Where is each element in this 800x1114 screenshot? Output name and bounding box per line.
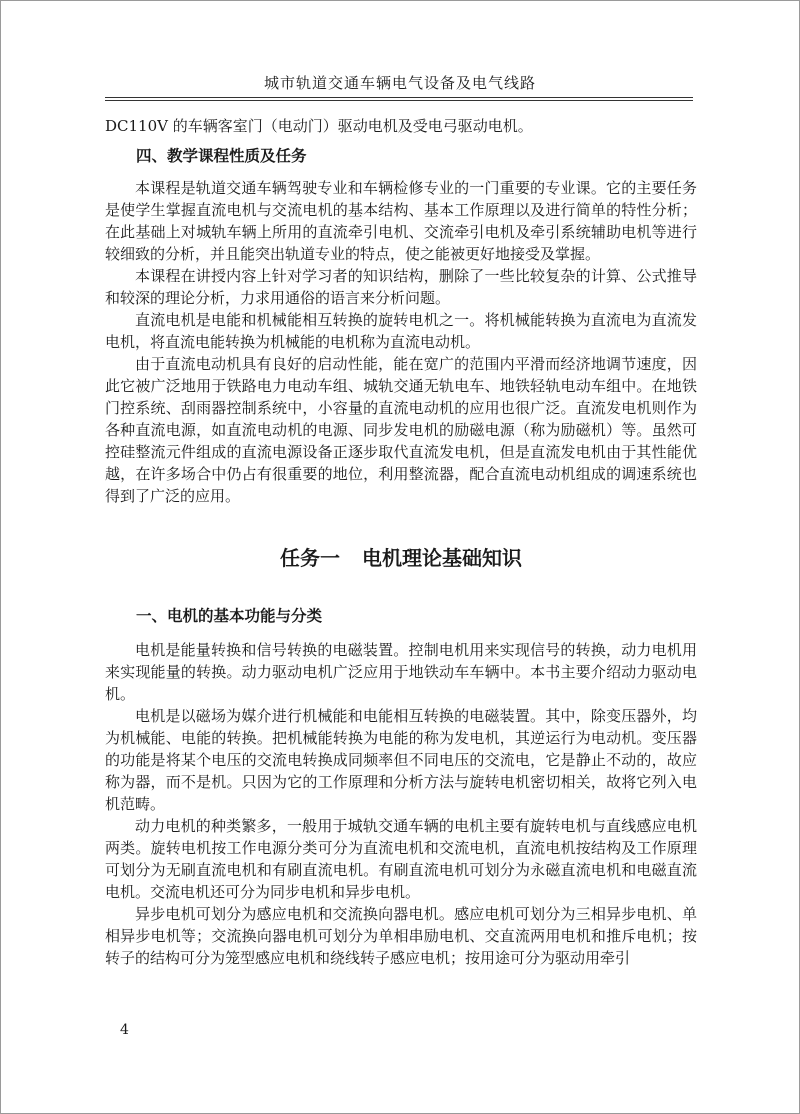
page-content xyxy=(105,115,697,969)
page-number: 4 xyxy=(120,1022,129,1038)
section-4-paragraph-4: 由于直流电动机具有良好的启动性能，能在宽广的范围内平滑而经济地调节速度，因此它被广泛地用于铁路电力电动车组、城轨交通无轨电车、地铁轻轨电动车组中。在地铁门控系统、刮雨器控制系统中，小容量的直流电动机的应用也很广泛。直流发电机则作为各种直流电源，如直流电动机的电源、同步发电机的励磁电源（称为励磁机）等。虽然可控硅整流元件组成的直流电源设备正逐步取代直流发电机，但是直流发电机由于其性能优越，在许多场合中仍占有很重要的地位，利用整流器，配合直流电动机组成的调速系统也得到了广泛的应用。 xyxy=(105,355,697,505)
header-rule xyxy=(105,97,693,98)
running-head: 城市轨道交通车辆电气设备及电气线路 xyxy=(263,74,536,92)
section-1-paragraph-3: 动力电机的种类繁多，一般用于城轨交通车辆的电机主要有旋转电机与直线感应电机两类。旋转电机按工作电源分类可分为直流电机和交流电机，直流电机按结构及工作原理可划分为无刷直流电机和有刷直流电机。有刷直流电机可划分为永磁直流电机和电磁直流电机。交流电机还可分为同步电机和异步电机。 xyxy=(105,817,697,901)
section-4-paragraph-2: 本课程在讲授内容上针对学习者的知识结构，删除了一些比较复杂的计算、公式推导和较深的理论分析，力求用通俗的语言来分析问题。 xyxy=(105,267,697,307)
section-4-paragraph-1: 本课程是轨道交通车辆驾驶专业和车辆检修专业的一门重要的专业课。它的主要任务是使学生掌握直流电机与交流电机的基本结构、基本工作原理以及进行简单的特性分析；在此基础上对城轨车辆上所用的直流牵引电机、交流牵引电机及牵引系统辅助电机等进行较细致的分析，并且能突出轨道专业的特点，使之能被更好地接受及掌握。 xyxy=(105,179,697,263)
section-1-paragraph-1: 电机是能量转换和信号转换的电磁装置。控制电机用来实现信号的转换，动力电机用来实现能量的转换。动力驱动电机广泛应用于地铁动车车辆中。本书主要介绍动力驱动电机。 xyxy=(105,641,697,703)
section-1-paragraph-4: 异步电机可划分为感应电机和交流换向器电机。感应电机可划分为三相异步电机、单相异步电机等；交流换向器电机可划分为单相串励电机、交直流两用电机和推斥电机；按转子的结构可分为笼型感应电机和绕线转子感应电机；按用途可分为驱动用牵引 xyxy=(105,905,697,967)
section-1-paragraph-2: 电机是以磁场为媒介进行机械能和电能相互转换的电磁装置。其中，除变压器外，均为机械能、电能的转换。把机械能转换为电能的称为发电机，其逆运行为电动机。变压器的功能是将某个电压的交流电转换成同频率但不同电压的交流电，它是静止不动的，故应称为器，而不是机。只因为它的工作原理和分析方法与旋转电机密切相关，故将它列入电机范畴。 xyxy=(105,707,697,813)
task-title xyxy=(105,547,697,569)
task-title-prefix: 任务一 xyxy=(280,546,340,570)
section-4-paragraph-3: 直流电机是电能和机械能相互转换的旋转电机之一。将机械能转换为直流电为直流发电机，将直流电能转换为机械能的电机称为直流电动机。 xyxy=(105,311,697,351)
section-1-heading: 一、电机的基本功能与分类 xyxy=(136,607,323,625)
continued-paragraph: DC110V 的车辆客室门（电动门）驱动电机及受电弓驱动电机。 xyxy=(105,117,533,135)
section-4-heading: 四、教学课程性质及任务 xyxy=(136,147,307,165)
task-title-main: 电机理论基础知识 xyxy=(362,546,522,570)
header-rule-thin xyxy=(105,100,693,101)
